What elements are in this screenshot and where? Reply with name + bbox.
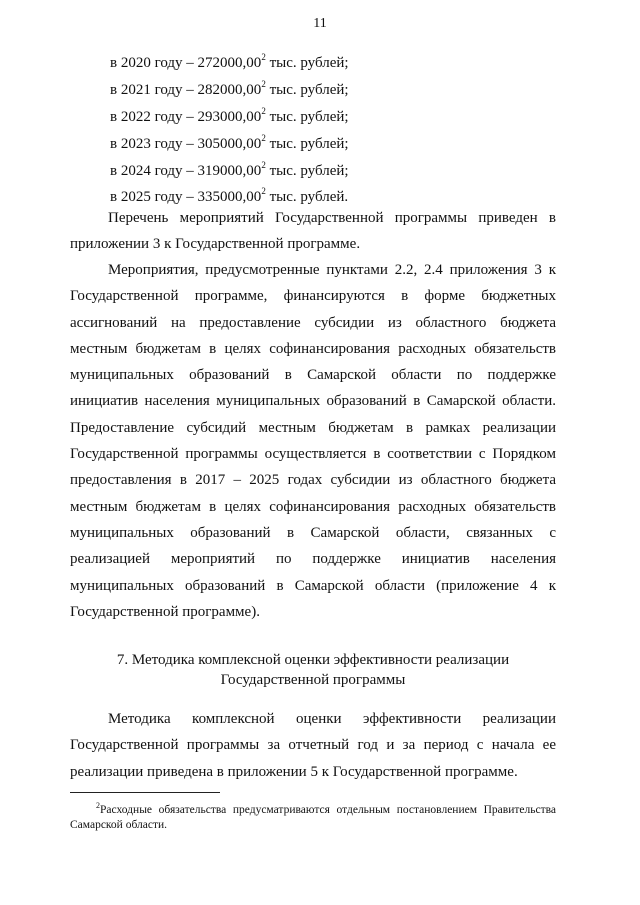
budget-line-2021: в 2021 году – 282000,00$^2$ тыс. рублей; xyxy=(110,79,349,98)
budget-line-2025: в 2025 году – 335000,00$^2$ тыс. рублей. xyxy=(110,186,349,205)
budget-line-2024: в 2024 году – 319000,00$^2$ тыс. рублей; xyxy=(110,160,349,179)
budget-line-2023: в 2023 году – 305000,00$^2$ тыс. рублей; xyxy=(110,133,349,152)
footnote-divider xyxy=(70,792,220,793)
paragraph-methodology: Методика комплексной оценки эффективности реализации Государственной программы за отчетный год и за период с начала ее реализации приведена в приложении 5 к Государственной программе. xyxy=(70,711,556,780)
paragraph-activities-financing: Мероприятия, предусмотренные пунктами 2.2, 2.4 приложения 3 к Государственной программе, финансируются в форме бюджетных ассигнований на предоставление субсидии из областного бюджета местным бюджетам в целях софинансирования расходных обязательств муниципальных образований в Самарской области по поддержке инициатив населения муниципальных образований в Самарской области. Предоставление субсидий местным бюджетам в рамках реализации Государственной программы осуществляется в соответствии с Порядком предоставления в 2017 – 2025 годах субсидии из областного бюджета местным бюджетам в целях софинансирования расходных обязательств муниципальных образований в Самарской области, связанных с реализацией мероприятий по поддержке инициатив населения муниципальных образований в Самарской области (приложение 4 к Государственной программе). xyxy=(70,262,556,620)
paragraph-activities-list: Перечень мероприятий Государственной программы приведен в приложении 3 к Государственной программе. xyxy=(70,210,556,253)
footnote xyxy=(70,798,556,833)
footnote-mark: 2 xyxy=(96,801,100,810)
footnote-text: Расходные обязательства предусматриваются отдельным постановлением Правительства Самарской области. xyxy=(70,803,556,831)
section-heading-line-2: Государственной программы xyxy=(220,672,406,688)
section-heading xyxy=(70,650,556,690)
budget-line-2020: в 2020 году – 272000,00$^2$ тыс. рублей; xyxy=(110,52,349,71)
budget-line-2022: в 2022 году – 293000,00$^2$ тыс. рублей; xyxy=(110,106,349,125)
page-number: 11 xyxy=(313,16,327,31)
section-heading-line-1: 7. Методика комплексной оценки эффективности реализации xyxy=(116,652,510,668)
